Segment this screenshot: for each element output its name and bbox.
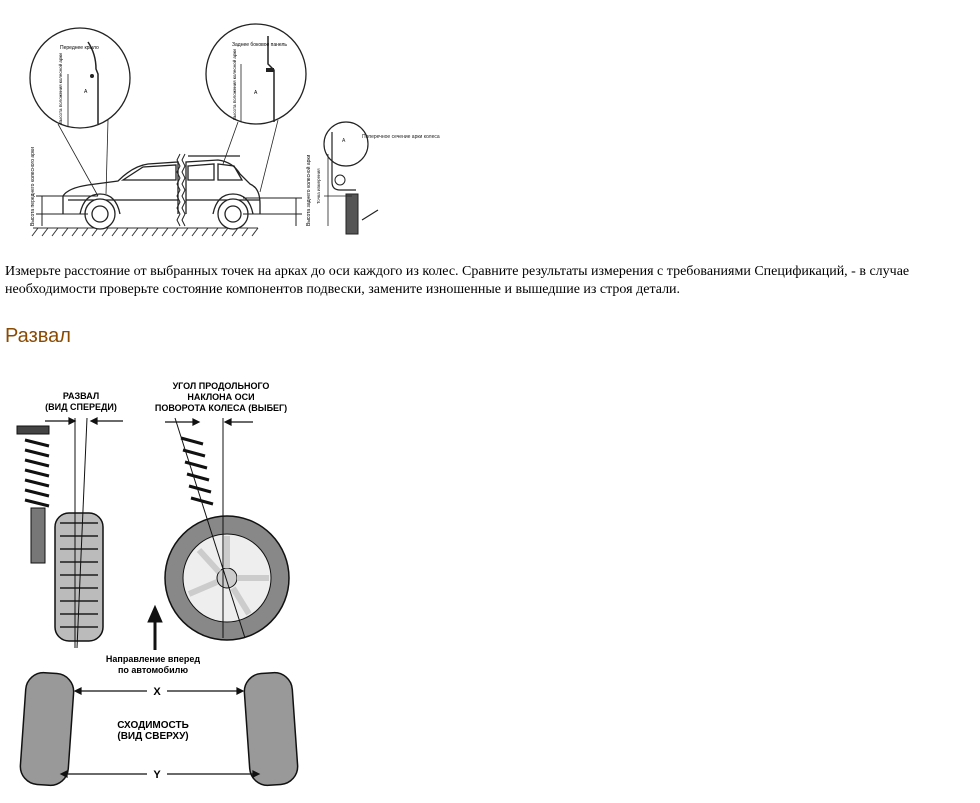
- detail-circle-front: [30, 28, 130, 196]
- caster-title-2: НАКЛОНА ОСИ: [187, 392, 255, 402]
- label-height-rear: Высота заднего колесной арки: [306, 154, 312, 226]
- arch-height-diagram: [28, 14, 440, 242]
- label-arch-height-rear: Высота положения колесной арки: [232, 49, 237, 120]
- camber-assembly: [17, 418, 103, 648]
- label-y: Y: [153, 769, 161, 781]
- detail-circle-rear: [206, 24, 306, 192]
- camber-title: РАЗВАЛ: [62, 391, 100, 401]
- label-section: Поперечное сечение арки колеса: [362, 134, 440, 140]
- direction-label-2: по автомобилю: [117, 665, 189, 675]
- label-x: X: [153, 686, 161, 698]
- label-a-rear: A: [254, 90, 258, 96]
- camber-subtitle: (ВИД СПЕРЕДИ): [45, 402, 117, 412]
- caster-assembly: [165, 418, 289, 640]
- ground-left: [32, 228, 258, 236]
- section-heading: Развал: [5, 325, 71, 347]
- direction-label-1: Направление вперед: [105, 654, 201, 664]
- car-rear-half: [186, 156, 260, 229]
- label-measure-point: Точка измерения: [316, 168, 321, 204]
- label-arch-height: Высота положения колесной арки: [58, 53, 63, 124]
- camber-arrows: [45, 418, 123, 424]
- toe-title: СХОДИМОСТЬ: [117, 720, 189, 731]
- label-a-section: A: [342, 138, 346, 144]
- label-height-front: Высота переднего колесного арки: [30, 147, 36, 226]
- wheel-alignment-diagram: [5, 378, 315, 798]
- measurement-instructions: Измерьте расстояние от выбранных точек на арках до оси каждого из колес. Сравните результаты измерения с требованиями Спецификаций, - в случае необходимости проверьте состояние компонентов подвески, замените изношенные и вышедшие из строя детали.: [5, 264, 910, 297]
- label-a-front: A: [84, 89, 88, 95]
- caster-title-1: УГОЛ ПРОДОЛЬНОГО: [172, 381, 270, 391]
- label-front-fender: Переднее крыло: [60, 45, 99, 51]
- wheel-section-detail: [316, 122, 440, 234]
- caster-arrows: [165, 419, 253, 425]
- caster-title-3: ПОВОРОТА КОЛЕСА (ВЫБЕГ): [154, 403, 288, 413]
- label-rear-panel: Заднее боковое панель: [232, 42, 288, 48]
- toe-subtitle: (ВИД СВЕРХУ): [117, 731, 189, 742]
- direction-arrow: [148, 606, 162, 650]
